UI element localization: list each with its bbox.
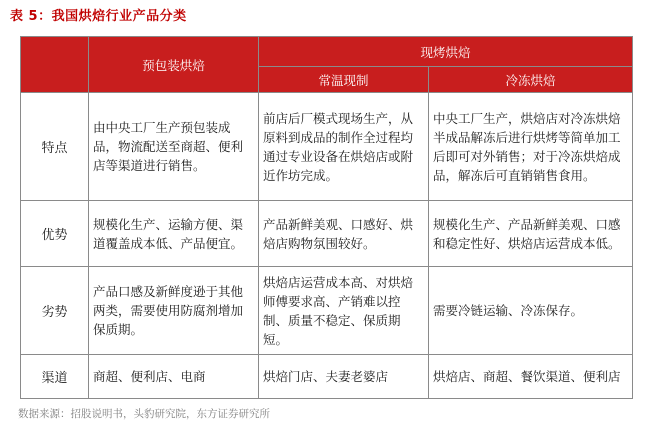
product-classification-table [20,36,633,399]
header-ambient: 常温现制 [259,67,429,93]
source-note: 数据来源：招股说明书，头豹研究院，东方证券研究所 [18,408,270,420]
header-freshbaked: 现烤烘焙 [259,37,633,67]
table-row [21,201,633,267]
header-prepackaged: 预包装烘焙 [89,37,259,93]
table-caption: 表 5：我国烘焙行业产品分类 [10,9,187,24]
cell-ambient: 前店后厂模式现场生产，从原料到成品的制作全过程均通过专业设备在烘焙店或附近作坊完成。 [259,93,429,201]
row-label: 特点 [21,93,89,201]
cell-frozen: 规模化生产、产品新鲜美观、口感和稳定性好、烘焙店运营成本低。 [429,201,633,267]
cell-frozen: 需要冷链运输、冷冻保存。 [429,267,633,355]
table-row [21,355,633,399]
row-label: 渠道 [21,355,89,399]
cell-prepackaged: 产品口感及新鲜度逊于其他两类，需要使用防腐剂增加保质期。 [89,267,259,355]
cell-ambient: 烘焙门店、夫妻老婆店 [259,355,429,399]
table-row [21,93,633,201]
header-corner [21,37,89,93]
table-row [21,267,633,355]
cell-prepackaged: 商超、便利店、电商 [89,355,259,399]
cell-frozen: 烘焙店、商超、餐饮渠道、便利店 [429,355,633,399]
cell-ambient: 产品新鲜美观、口感好、烘焙店购物氛围较好。 [259,201,429,267]
cell-prepackaged: 由中央工厂生产预包装成品，物流配送至商超、便利店等渠道进行销售。 [89,93,259,201]
cell-ambient: 烘焙店运营成本高、对烘焙师傅要求高、产销难以控制、质量不稳定、保质期短。 [259,267,429,355]
cell-prepackaged: 规模化生产、运输方便、渠道覆盖成本低、产品便宜。 [89,201,259,267]
row-label: 劣势 [21,267,89,355]
cell-frozen: 中央工厂生产，烘焙店对冷冻烘焙半成品解冻后进行烘烤等简单加工后即可对外销售；对于冷冻烘焙成品，解冻后可直销销售食用。 [429,93,633,201]
row-label: 优势 [21,201,89,267]
header-frozen: 冷冻烘焙 [429,67,633,93]
